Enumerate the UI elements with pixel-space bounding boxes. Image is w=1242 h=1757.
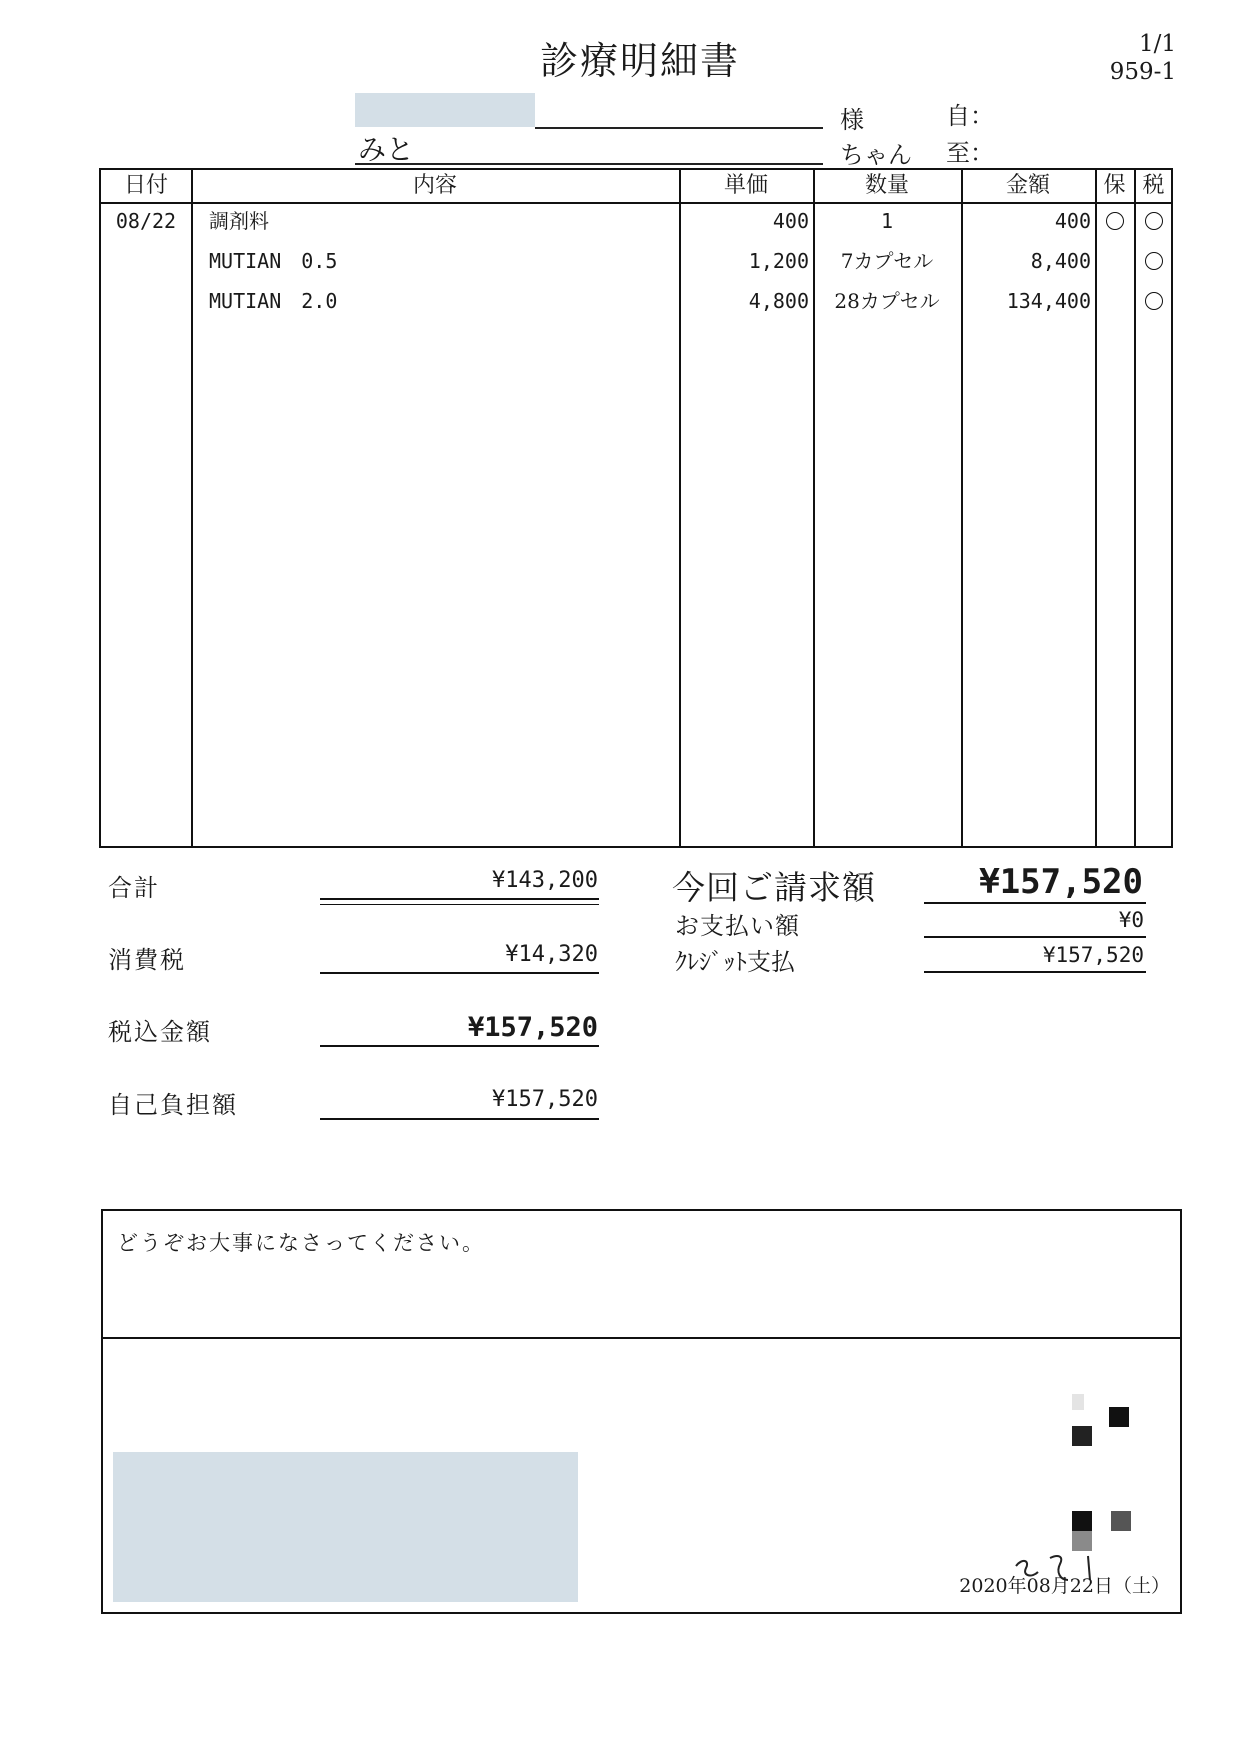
header-amount: 金額: [1005, 173, 1050, 198]
pet-honorific: ちゃん: [840, 141, 912, 169]
row-2-amount: 8,400: [1030, 249, 1091, 273]
credit-underline: [924, 971, 1146, 973]
column-divider: [1134, 170, 1136, 846]
total-incl-tax-label: 税込金額: [108, 1018, 212, 1046]
credit-value: ¥157,520: [1042, 943, 1144, 967]
invoice-label: 今回ご請求額: [672, 868, 876, 907]
row-1-quantity: 1: [880, 209, 894, 233]
credit-label: ｸﾚｼﾞｯﾄ支払: [675, 948, 795, 976]
row-3-quantity: 28カプセル: [834, 289, 940, 313]
subtotal-underline-2: [320, 904, 599, 905]
tax-underline: [320, 972, 599, 974]
row-1-unit-price: 400: [772, 209, 809, 233]
invoice-underline: [924, 902, 1146, 904]
document-title: 診療明細書: [540, 39, 741, 83]
pet-name: みと: [358, 133, 415, 166]
paid-underline: [924, 936, 1146, 938]
header-unit-price: 単価: [723, 173, 768, 198]
paid-value: ¥0: [1118, 908, 1144, 932]
row-2-tax-mark: [1145, 252, 1163, 270]
header-content: 内容: [412, 173, 457, 198]
note-message: どうぞお大事になさってください。: [117, 1231, 485, 1255]
self-pay-value: ¥157,520: [492, 1087, 598, 1112]
page-number: 1/1: [1138, 31, 1176, 57]
row-3-date: [101, 287, 191, 315]
column-divider: [1095, 170, 1097, 846]
column-divider: [191, 170, 193, 846]
header-date: 日付: [123, 173, 168, 198]
row-1-amount: 400: [1054, 209, 1091, 233]
pixelated-stamp: [1072, 1426, 1092, 1446]
page-number-block: [1110, 30, 1176, 86]
row-1-insurance-mark: [1106, 212, 1124, 230]
redacted-clinic-info: [113, 1452, 578, 1602]
pixelated-stamp: [1072, 1511, 1092, 1531]
pixelated-stamp: [1111, 1511, 1131, 1531]
row-3-amount: 134,400: [1006, 289, 1091, 313]
note-divider: [103, 1337, 1180, 1339]
subtotal-value: ¥143,200: [492, 868, 598, 893]
subtotal-label: 合計: [108, 874, 160, 902]
pixelated-stamp: [1072, 1394, 1084, 1410]
note-box: [101, 1209, 1182, 1614]
pet-name-underline: [355, 163, 823, 165]
document-number: 959-1: [1109, 59, 1176, 85]
self-pay-underline: [320, 1118, 599, 1120]
row-2-unit-price: 1,200: [748, 249, 809, 273]
total-incl-tax-underline: [320, 1045, 599, 1047]
paid-label: お支払い額: [675, 912, 800, 940]
row-2-date: [101, 247, 191, 275]
redacted-owner-name: [355, 93, 535, 127]
note-date: 2020年08月22日（土）: [959, 1575, 1170, 1597]
total-incl-tax-value: ¥157,520: [467, 1012, 598, 1043]
row-1-tax-mark: [1145, 212, 1163, 230]
row-2-content: MUTIAN 0.5: [209, 249, 338, 273]
owner-name-underline: [535, 127, 823, 129]
period-from-label: 自：: [946, 102, 994, 130]
tax-value: ¥14,320: [505, 942, 598, 967]
header-tax: 税: [1142, 173, 1165, 198]
row-3-unit-price: 4,800: [748, 289, 809, 313]
invoice-value: ¥157,520: [979, 862, 1143, 902]
self-pay-label: 自己負担額: [108, 1091, 238, 1119]
pixelated-stamp: [1109, 1407, 1129, 1427]
row-1-content: 調剤料: [209, 209, 269, 233]
header-divider: [101, 202, 1171, 204]
period-to-label: 至：: [946, 139, 994, 167]
header-quantity: 数量: [864, 173, 909, 198]
tax-label: 消費税: [108, 946, 186, 974]
items-table: [99, 168, 1173, 848]
row-2-quantity: 7カプセル: [840, 249, 934, 273]
header-insurance: 保: [1103, 173, 1126, 198]
subtotal-underline: [320, 898, 599, 900]
row-1-date: 08/22: [115, 209, 177, 233]
row-3-content: MUTIAN 2.0: [209, 289, 338, 313]
row-3-tax-mark: [1145, 292, 1163, 310]
owner-honorific: 様: [840, 106, 864, 134]
